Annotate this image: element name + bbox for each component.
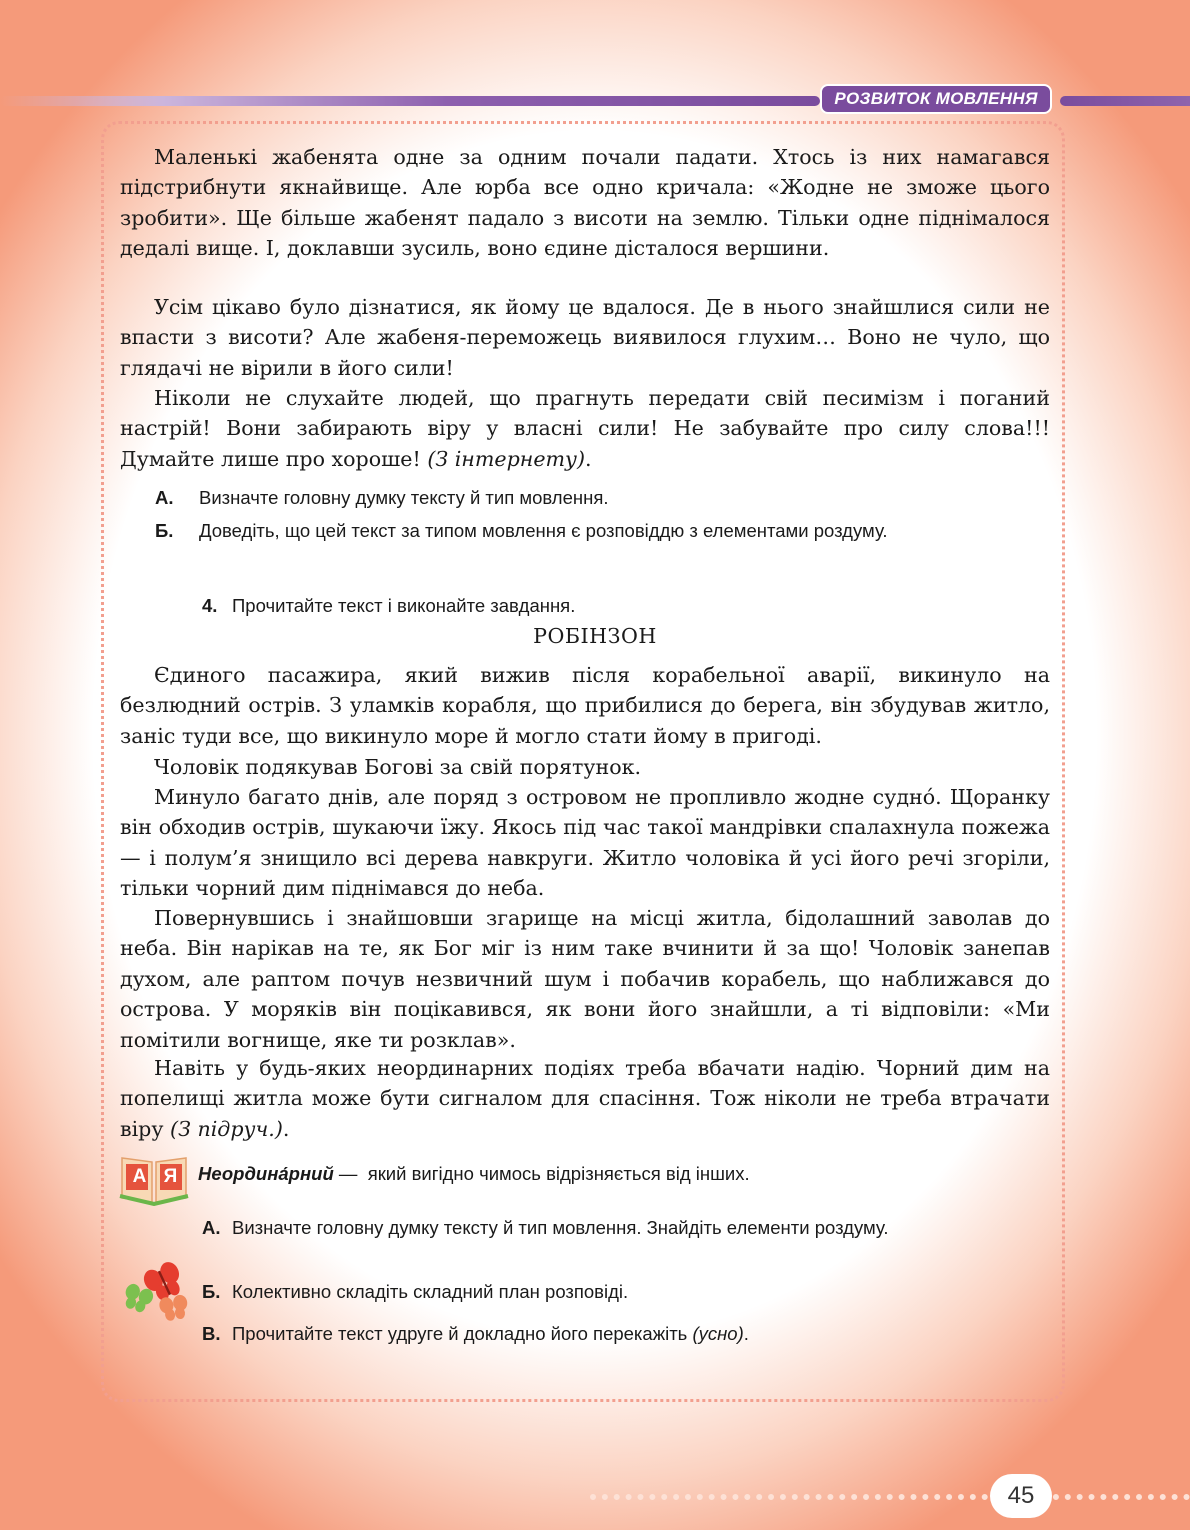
- paragraph-text: Усім цікаво було дізнатися, як йому це вдалося. Де в нього знайшлися сили не впасти з висоти? Але жабеня-переможець виявилося глухим… Воно не чуло, що глядачі не вірили в його сили!: [120, 295, 1050, 380]
- exercise-instruction: Прочитайте текст і виконайте завдання.: [232, 595, 576, 616]
- header-band-right: [1060, 96, 1190, 106]
- paragraph-text: Навіть у будь-яких неординарних подіях треба вбачати надію. Чорний дим на попелищі житла може бути сигналом для спасіння. Тож ніколи не треба втрачати віру (З підруч.).: [120, 1056, 1050, 1141]
- paragraph-text: Минуло багато днів, але поряд з островом не пропливло жодне судно́. Щоранку він обходив острів, шукаючи їжу. Якось під час такої мандрівки спалахнула пожежа — і полум’я знищило всі дерева навкруги. Житло чоловіка й усі його речі згоріли, тільки чорний дим піднімався до неба.: [120, 785, 1050, 901]
- task-key: Б.: [202, 1281, 221, 1302]
- glossary-term: Неордина́рний: [198, 1163, 334, 1184]
- page-number: 45: [990, 1474, 1052, 1518]
- glossary-definition: який вигідно чимось відрізняється від інших.: [367, 1163, 750, 1184]
- exercise-number: 4.: [202, 595, 218, 616]
- section-label: РОЗВИТОК МОВЛЕННЯ: [820, 84, 1052, 114]
- exercise-4-heading: [202, 592, 1002, 619]
- task-text: Прочитайте текст удруге й докладно його перекажіть: [232, 1323, 688, 1344]
- icon-letters: А Я: [132, 1166, 178, 1187]
- paragraph-text: Маленькі жабенята одне за одним почали падати. Хтось із них намагався підстрибнути якнайвище. Але юрба все одно кричала: «Жодне не зможе цього зробити». Ще більше жабенят падало з висоти на землю. Тільки одне піднімалося дедалі вище. І, доклавши зусиль, воно єдине дісталося вершини.: [120, 145, 1050, 261]
- task-text: Колективно складіть складний план розповіді.: [232, 1281, 629, 1302]
- source-citation: (З інтернету): [427, 446, 586, 471]
- text1-paragraph-3: [120, 383, 1050, 474]
- text2-paragraph-1: [120, 660, 1050, 751]
- dictionary-book-icon: [118, 1150, 190, 1206]
- glossary-entry: [198, 1160, 750, 1187]
- text2-paragraph-3: [120, 782, 1050, 904]
- paragraph-text: Єдиного пасажира, який вижив після корабельної аварії, викинуло на безлюдний острів. З уламків корабля, що прибилися до берега, він збудував житло, заніс туди все, що викинуло море й могло стати йому в пригоді.: [120, 663, 1050, 748]
- task-2b: [202, 1278, 1022, 1305]
- task-note: (усно): [692, 1323, 744, 1344]
- task-key: А.: [155, 487, 174, 508]
- page-dots-decoration: [590, 1494, 1190, 1500]
- text2-paragraph-4: [120, 903, 1050, 1055]
- task-key: А.: [202, 1217, 221, 1238]
- text2-paragraph-5: [120, 1053, 1050, 1144]
- task-2a: [202, 1214, 1022, 1268]
- paragraph-text: Повернувшись і знайшовши згарище на місці житла, бідолашний заволав до неба. Він нарікав на те, як Бог міг із ним таке вчинити й за що! Чоловік занепав духом, але раптом почув незвичний шум і побачив корабель, що наближався до острова. У моряків він поцікавився, як вони його знайшли, а ті відповіли: «Ми помітили вогнище, яке ти розклав».: [120, 906, 1050, 1052]
- text1-paragraph-2: [120, 292, 1050, 383]
- task-text: Доведіть, що цей текст за типом мовлення є розповіддю з елементами роздуму.: [199, 520, 888, 541]
- paragraph-body: Ніколи не слухайте людей, що прагнуть передати свій песимізм і поганий настрій! Вони забирають віру у власні сили! Не забувайте про силу слова!!! Думайте лише про хороше!: [120, 386, 1050, 471]
- task-b: [155, 517, 1015, 571]
- paragraph-body: Навіть у будь-яких неординарних подіях треба вбачати надію. Чорний дим на попелищі житла може бути сигналом для спасіння. Тож ніколи не треба втрачати віру: [120, 1056, 1050, 1141]
- task-a: [155, 484, 1015, 511]
- task-text: Визначте головну думку тексту й тип мовлення.: [199, 487, 609, 508]
- text2-paragraph-2: [120, 752, 1050, 782]
- text1-paragraph-1: [120, 142, 1050, 264]
- paragraph-text: Чоловік подякував Богові за свій порятунок.: [154, 755, 642, 779]
- text-title: РОБІНЗОН: [533, 624, 657, 648]
- source-citation: (З підруч.): [170, 1116, 283, 1141]
- paragraph-text: Ніколи не слухайте людей, що прагнуть передати свій песимізм і поганий настрій! Вони забирають віру у власні сили! Не забувайте про силу слова!!! Думайте лише про хороше! (З інтернету).: [120, 386, 1050, 471]
- task-text: Визначте головну думку тексту й тип мовлення. Знайдіть елементи роздуму.: [232, 1217, 889, 1238]
- header-band-left: [0, 96, 820, 106]
- task-2c: В. Прочитайте текст удруге й докладно його перекажіть (усно).: [202, 1320, 1022, 1347]
- task-key: В.: [202, 1323, 221, 1344]
- group-work-butterflies-icon: [120, 1258, 198, 1322]
- task-key: Б.: [155, 520, 174, 541]
- glossary-dash: —: [338, 1163, 358, 1184]
